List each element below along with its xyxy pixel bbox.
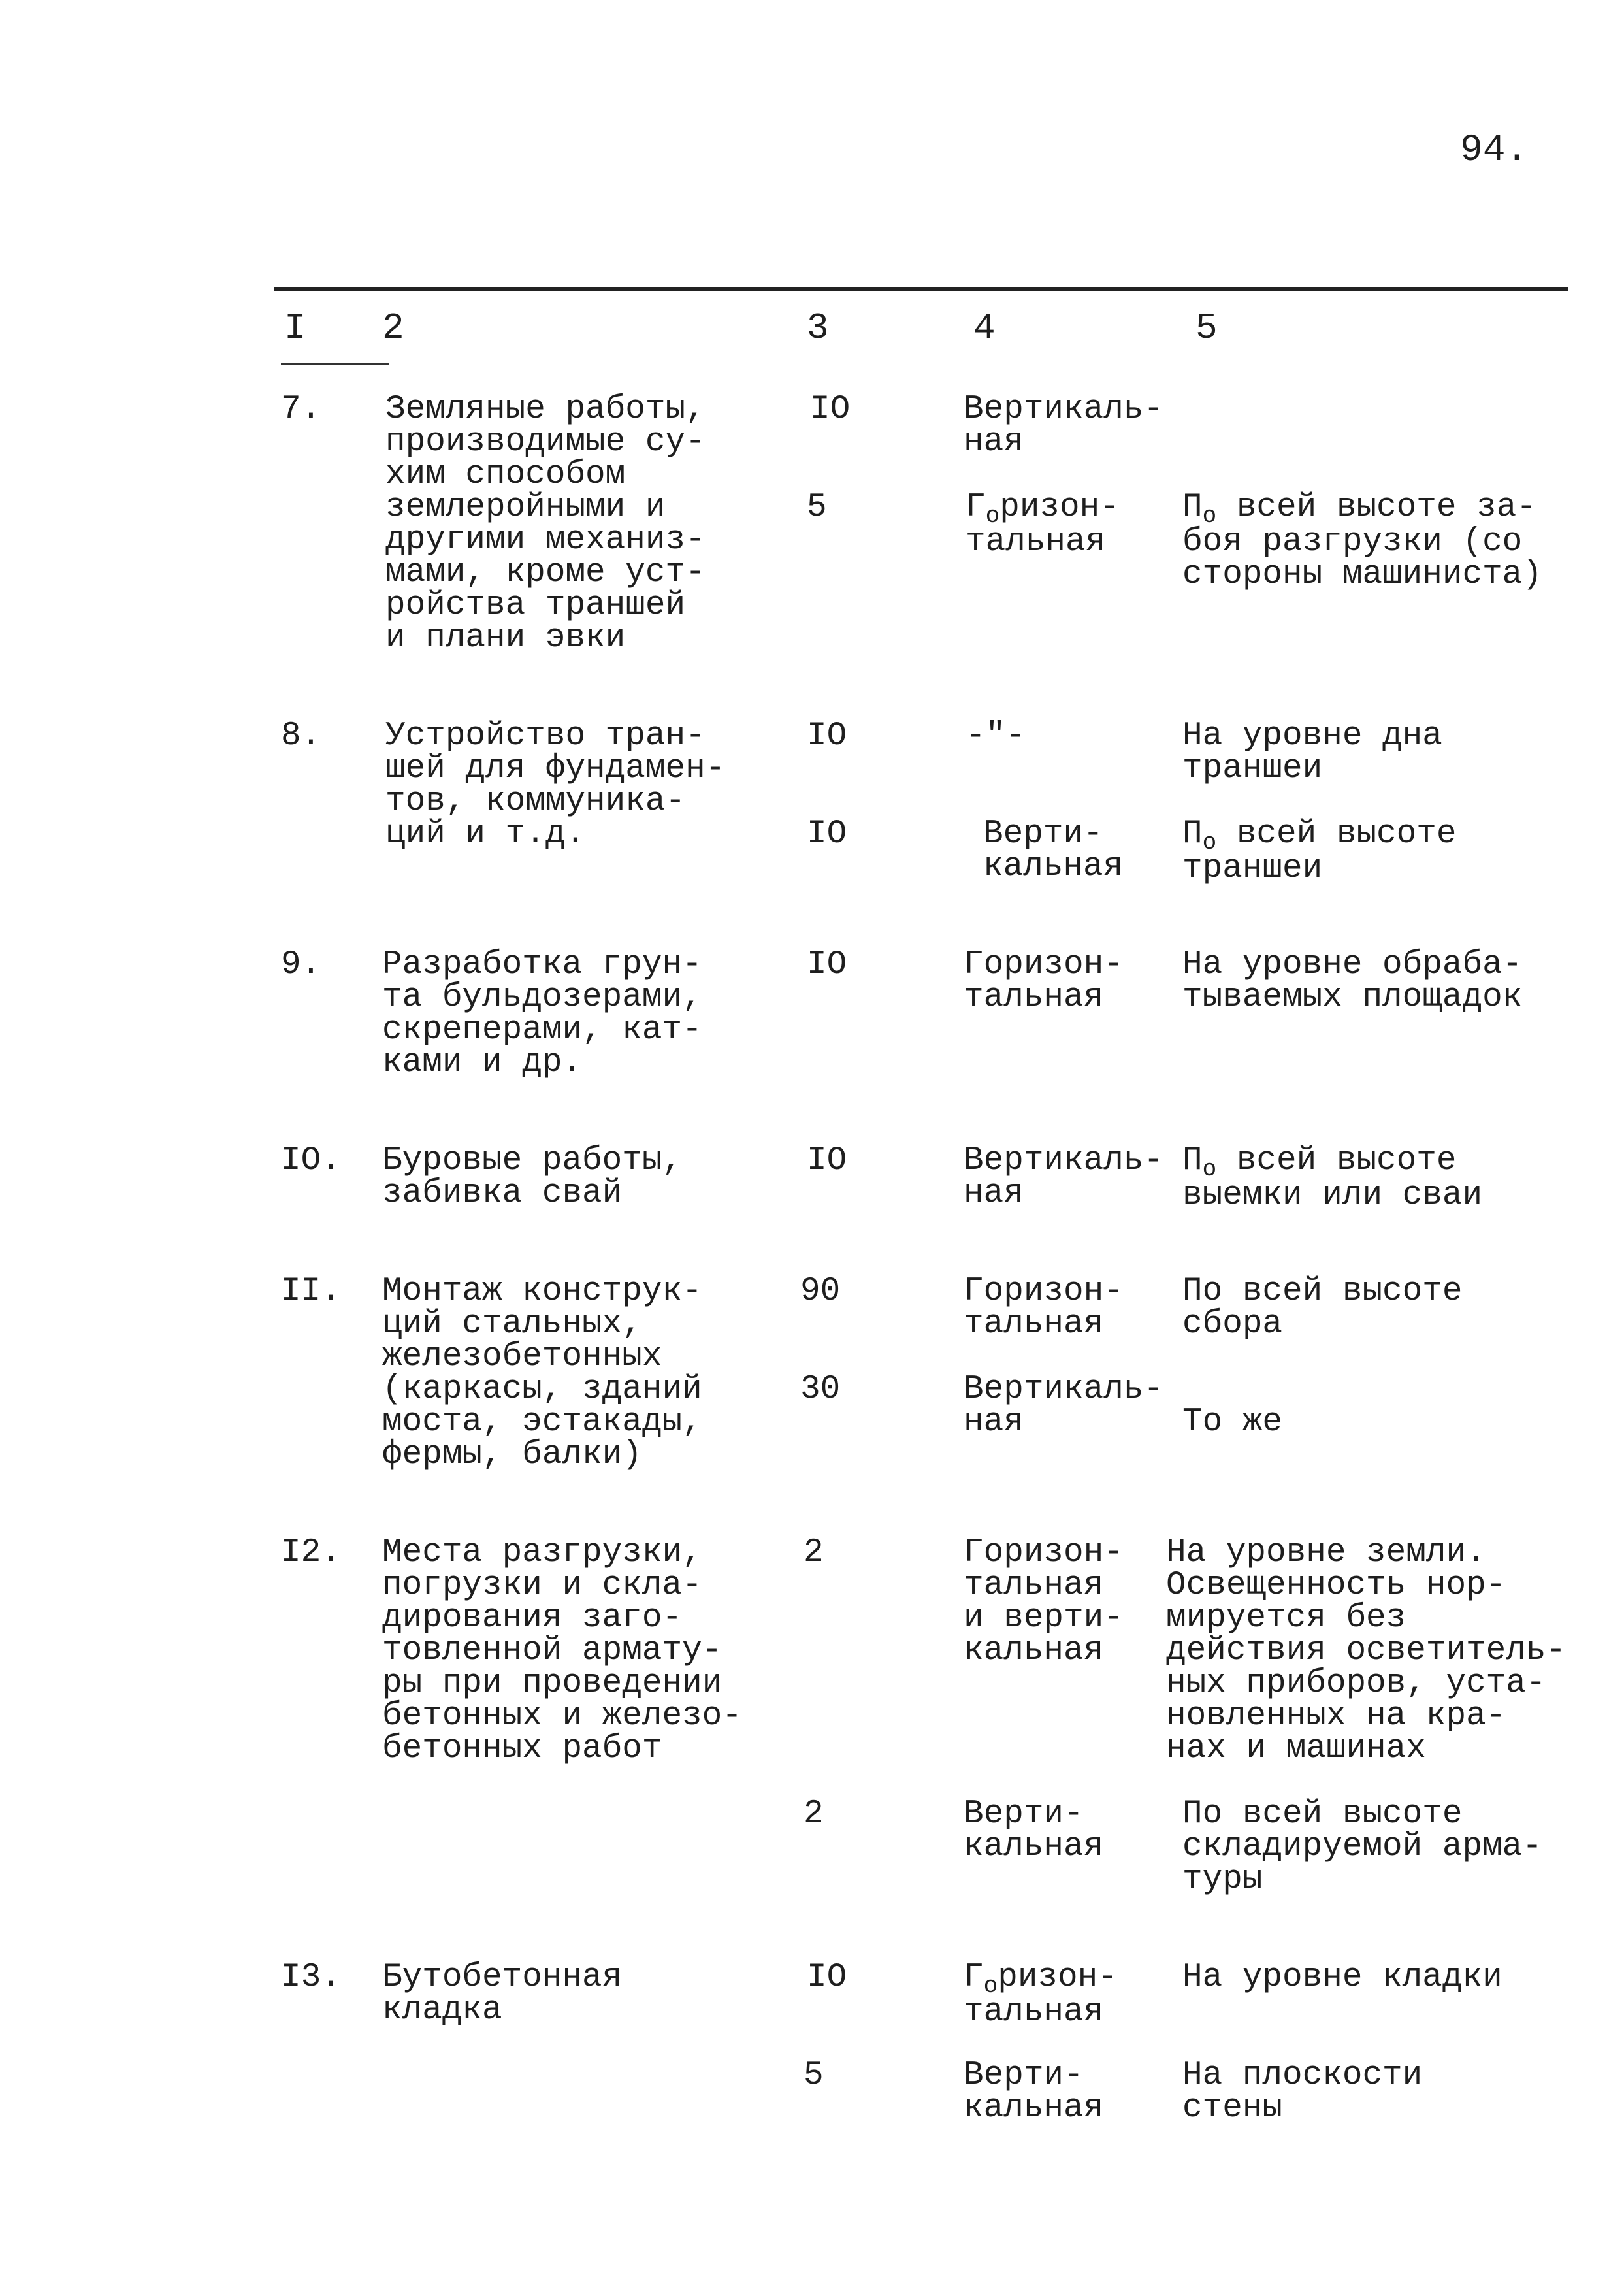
illuminance-value: 90 — [800, 1273, 841, 1310]
subscript-letter: о — [1202, 829, 1217, 856]
height-note — [1182, 815, 1457, 887]
column-header-1: I — [284, 307, 306, 349]
row-number: II. — [281, 1273, 341, 1310]
height-note: То же — [1182, 1403, 1283, 1441]
illuminance-value: IO — [807, 1142, 847, 1179]
work-description: Устройство тран- шей для фундамен- тов, коммуника- ций и т.д. — [385, 717, 726, 853]
header-underline — [281, 363, 389, 365]
column-header-4: 4 — [973, 307, 996, 349]
illumination-plane — [966, 491, 1120, 559]
illumination-plane: Горизон- тальная — [964, 946, 1124, 1016]
text-part: всей высоте за- боя разгрузки (со стороны машиниста) — [1182, 489, 1542, 593]
height-note: По всей высоте сбора — [1182, 1273, 1463, 1343]
column-header-2: 2 — [382, 307, 404, 349]
row-number: I3. — [281, 1959, 341, 1996]
illuminance-value: 30 — [800, 1371, 841, 1408]
illuminance-value: IO — [807, 815, 847, 853]
column-header-5: 5 — [1195, 307, 1218, 349]
illuminance-value: IO — [807, 717, 847, 755]
work-description: Бутобетонная кладка — [382, 1959, 623, 2029]
illumination-plane: Горизон- тальная — [964, 1273, 1124, 1343]
height-note: На уровне обраба- тываемых площадок — [1182, 946, 1523, 1016]
row-number: 9. — [281, 946, 321, 983]
text-part: ризон- тальная — [966, 489, 1120, 561]
text-part: Г — [964, 1959, 984, 1996]
illumination-plane: Вертикаль- ная — [964, 1371, 1164, 1441]
work-description: Монтаж конструк- ций стальных, железобетонных (каркасы, зданий моста, эстакады, фермы, балки) — [382, 1273, 702, 1473]
illumination-plane: Вертикаль- ная — [964, 391, 1164, 461]
illumination-plane: Верти- кальная — [983, 815, 1124, 885]
illuminance-value: IO — [807, 946, 847, 983]
illumination-plane: Верти- кальная — [964, 1795, 1104, 1865]
page-number: 94. — [1460, 129, 1529, 172]
illumination-plane: Горизон- тальная и верти- кальная — [964, 1534, 1124, 1669]
illuminance-value: 2 — [804, 1795, 824, 1833]
height-note: На уровне земли. Освещенность нор- мируется без действия осветитель- ных приборов, уста- новленных на кра- нах и машинах — [1166, 1534, 1567, 1767]
illuminance-value: 5 — [804, 2057, 824, 2094]
work-description: Буровые работы, забивка свай — [382, 1142, 683, 1212]
height-note: По всей высоте складируемой арма- туры — [1182, 1795, 1542, 1898]
work-description: Разработка грун- та бульдозерами, скреперами, кат- ками и др. — [382, 946, 702, 1081]
illumination-plane: Верти- кальная — [964, 2057, 1104, 2127]
row-number: I2. — [281, 1534, 341, 1571]
text-part: П — [1182, 815, 1203, 853]
illumination-plane: -"- — [966, 717, 1026, 755]
height-note: На уровне дна траншеи — [1182, 717, 1442, 787]
work-description: Места разгрузки, погрузки и скла- дирования заго- товленной армату- ры при проведении бетонных и железо- бетонных работ — [382, 1534, 742, 1767]
height-note — [1182, 1142, 1483, 1214]
text-part: всей высоте выемки или сваи — [1182, 1142, 1483, 1214]
illumination-plane — [964, 1961, 1118, 2029]
text-part: всей высоте траншеи — [1182, 815, 1457, 887]
text-part: Г — [966, 489, 986, 526]
work-description: Земляные работы, производимые су- хим способом землеройными и другими механиз- мами, кроме уст- ройства траншей и плани эвки — [385, 391, 706, 657]
illuminance-value: 5 — [807, 489, 827, 526]
illumination-plane: Вертикаль- ная — [964, 1142, 1164, 1212]
subscript-letter: о — [1202, 502, 1217, 529]
illuminance-value: IO — [807, 1959, 847, 1996]
illuminance-value: 2 — [804, 1534, 824, 1571]
table-top-rule — [274, 287, 1568, 291]
text-part: П — [1182, 489, 1203, 526]
height-note: На плоскости стены — [1182, 2057, 1423, 2127]
row-number: 7. — [281, 391, 321, 428]
height-note: На уровне кладки — [1182, 1959, 1502, 1996]
row-number: 8. — [281, 717, 321, 755]
subscript-letter: о — [983, 1973, 998, 1999]
height-note — [1182, 491, 1542, 591]
text-part: ризон- тальная — [964, 1959, 1118, 2031]
row-number: IO. — [281, 1142, 341, 1179]
subscript-letter: о — [985, 502, 1000, 529]
subscript-letter: о — [1202, 1156, 1217, 1183]
text-part: П — [1182, 1142, 1203, 1179]
column-header-3: 3 — [807, 307, 829, 349]
illuminance-value: IO — [810, 391, 851, 428]
